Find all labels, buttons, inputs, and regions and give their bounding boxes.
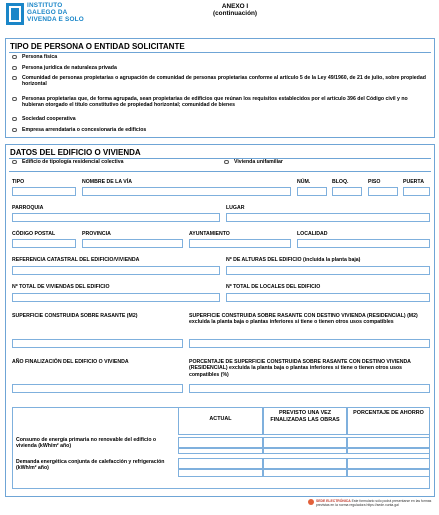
consumo-ahorro-field[interactable] xyxy=(347,437,430,448)
num-field[interactable] xyxy=(297,187,327,196)
label-ayuntamiento: AYUNTAMIENTO xyxy=(189,231,230,237)
label-n-alturas: Nº DE ALTURAS DEL EDIFICIO (incluida la planta baja) xyxy=(226,257,361,263)
via-field[interactable] xyxy=(82,187,291,196)
col-ahorro: PORCENTAJE DE AHORRO xyxy=(353,410,424,416)
consumo-actual-field[interactable] xyxy=(178,437,263,448)
demanda-previsto-subfield[interactable] xyxy=(263,469,347,477)
demanda-actual-subfield[interactable] xyxy=(178,469,263,477)
label-ref-catastral: REFERENCIA CATASTRAL DEL EDIFICIO/VIVIENDA xyxy=(12,257,140,263)
cp-field[interactable] xyxy=(12,239,76,248)
label-tipo: TIPO xyxy=(12,179,25,185)
option-persona-juridica[interactable]: Persona jurídica de naturaleza privada xyxy=(12,65,430,71)
annex-subtitle: (continuación) xyxy=(212,10,258,17)
footer-text: Este formulario sólo podrá presentarse en las formas previstas en la norma reguladora xyxy=(316,499,432,507)
section-applicant-type xyxy=(5,38,435,138)
demanda-actual-field[interactable] xyxy=(178,458,263,469)
radio-icon[interactable] xyxy=(12,97,17,102)
section-title: DATOS DEL EDIFICIO O VIVIENDA xyxy=(10,148,141,157)
section-building-data xyxy=(5,144,435,497)
consumo-actual-subfield[interactable] xyxy=(178,448,263,454)
sup-rasante-field[interactable] xyxy=(12,339,183,348)
col-actual: ACTUAL xyxy=(209,416,232,422)
bloq-field[interactable] xyxy=(332,187,362,196)
anio-fin-field[interactable] xyxy=(12,384,183,393)
provincia-field[interactable] xyxy=(82,239,183,248)
label-num: NÚM. xyxy=(297,179,311,185)
label-n-locales: Nº TOTAL DE LOCALES DEL EDIFICIO xyxy=(226,284,321,290)
option-sociedad-cooperativa[interactable]: Sociedad cooperativa xyxy=(12,116,430,122)
radio-icon[interactable] xyxy=(12,128,17,133)
footer-note xyxy=(308,499,436,507)
label-via: NOMBRE DE LA VÍA xyxy=(82,179,132,185)
consumo-previsto-field[interactable] xyxy=(263,437,347,448)
row-demanda-energetica: Demanda energética conjunta de calefacción y refrigeración (kWh/m² año) xyxy=(16,459,165,472)
radio-icon[interactable] xyxy=(12,117,17,122)
demanda-ahorro-field[interactable] xyxy=(347,458,430,469)
footer-url[interactable]: https://sede.xunta.gal xyxy=(366,503,399,507)
n-alturas-field[interactable] xyxy=(226,266,430,275)
ref-catastral-field[interactable] xyxy=(12,266,220,275)
localidad-field[interactable] xyxy=(297,239,430,248)
row-consumo-energia: Consumo de energía primaria no renovable del edificio o vivienda (kWh/m² año) xyxy=(16,437,157,450)
radio-icon[interactable] xyxy=(12,66,17,71)
divider xyxy=(9,52,431,53)
option-edificio-colectivo[interactable]: Edificio de tipología residencial colectiva xyxy=(12,159,212,165)
parroquia-field[interactable] xyxy=(12,213,220,222)
n-viviendas-field[interactable] xyxy=(12,293,220,302)
tipo-field[interactable] xyxy=(12,187,76,196)
label-cp: CÓDIGO POSTAL xyxy=(12,231,56,237)
label-localidad: LOCALIDAD xyxy=(297,231,328,237)
label-sup-residencial: SUPERFICIE CONSTRUIDA SOBRE RASANTE CON DESTINO VIVIENDA (RESIDENCIAL) (M2) excluida la planta baja o plantas inferiores si tiene o tienen otros usos compatibles xyxy=(189,313,418,326)
puerta-field[interactable] xyxy=(403,187,430,196)
label-lugar: LUGAR xyxy=(226,205,245,211)
consumo-previsto-subfield[interactable] xyxy=(263,448,347,454)
n-locales-field[interactable] xyxy=(226,293,430,302)
logo-emblem-icon xyxy=(6,3,24,25)
label-provincia: PROVINCIA xyxy=(82,231,111,237)
radio-icon[interactable] xyxy=(224,160,229,165)
piso-field[interactable] xyxy=(368,187,398,196)
option-vivienda-unifamiliar[interactable]: Vivienda unifamiliar xyxy=(224,159,374,165)
label-pct-residencial: PORCENTAJE DE SUPERFICIE CONSTRUIDA SOBRE RASANTE CON DESTINO VIVIENDA (RESIDENCIAL) excluida la planta baja o plantas inferiores si tiene o tienen otros usos compatibles (%) xyxy=(189,359,411,378)
demanda-previsto-field[interactable] xyxy=(263,458,347,469)
annex-title: ANEXO I xyxy=(221,3,249,10)
footer-brand: SEDE ELECTRÓNICA xyxy=(316,499,351,503)
col-previsto: PREVISTO UNA VEZ FINALIZADAS LAS OBRAS xyxy=(270,410,340,423)
label-bloq: BLOQ. xyxy=(332,179,349,185)
sede-electronica-icon xyxy=(308,499,314,505)
pct-residencial-field[interactable] xyxy=(189,384,430,393)
lugar-field[interactable] xyxy=(226,213,430,222)
radio-icon[interactable] xyxy=(12,76,17,81)
divider xyxy=(9,171,431,172)
demanda-ahorro-subfield[interactable] xyxy=(347,469,430,477)
section-title: TIPO DE PERSONA O ENTIDAD SOLICITANTE xyxy=(10,42,185,51)
consumo-ahorro-subfield[interactable] xyxy=(347,448,430,454)
logo-text: INSTITUTO GALEGO DA VIVENDA E SOLO xyxy=(27,2,84,24)
label-anio-fin: AÑO FINALIZACIÓN DEL EDIFICIO O VIVIENDA xyxy=(12,359,129,365)
label-sup-rasante: SUPERFICIE CONSTRUIDA SOBRE RASANTE (M2) xyxy=(12,313,138,319)
sup-residencial-field[interactable] xyxy=(189,339,430,348)
option-persona-fisica[interactable]: Persona física xyxy=(12,54,430,60)
radio-icon[interactable] xyxy=(12,160,17,165)
logo xyxy=(6,2,106,28)
option-comunidad-propietarios[interactable]: Comunidad de personas propietarias o agrupación de comunidad de personas propietarias conforme al artículo 5 de la Ley 49/1960, de 21 de julio, sobre propiedad horizontal xyxy=(12,75,430,88)
option-propietarios-agrupados[interactable]: Personas propietarias que, de forma agrupada, sean propietarias de edificios que reúnan los requisitos establecidos por el artículo 396 del Código civil y no hubieran otorgado el título constitutivo de propiedad horizontal; comunidad de bienes xyxy=(12,96,430,109)
label-piso: PISO xyxy=(368,179,381,185)
radio-icon[interactable] xyxy=(12,55,17,60)
label-puerta: PUERTA xyxy=(403,179,424,185)
option-empresa-arrendataria[interactable]: Empresa arrendataria o concesionaria de edificios xyxy=(12,127,430,133)
ayuntamiento-field[interactable] xyxy=(189,239,291,248)
label-n-viviendas: Nº TOTAL DE VIVIENDAS DEL EDIFICIO xyxy=(12,284,110,290)
label-parroquia: PARROQUIA xyxy=(12,205,44,211)
